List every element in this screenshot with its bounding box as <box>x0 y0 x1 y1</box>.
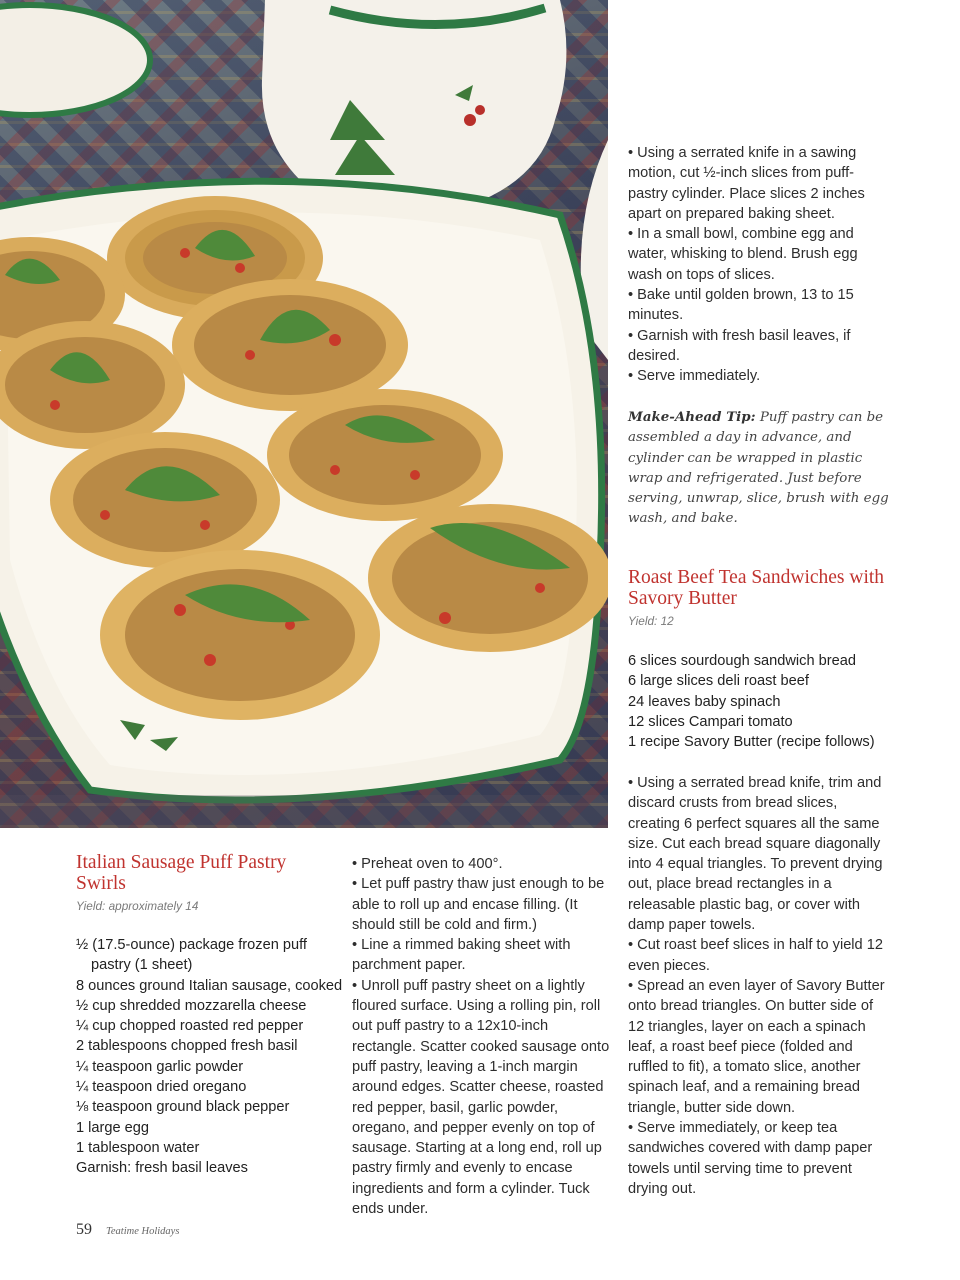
recipe-yield: Yield: 12 <box>628 614 674 628</box>
roast-beef-ingredients <box>628 651 918 752</box>
ingredient-item: ⅛ teaspoon ground black pepper <box>76 1099 290 1116</box>
ingredient-item: 6 slices sourdough sandwich bread <box>628 653 856 669</box>
recipe-yield: Yield: approximately 14 <box>76 899 199 913</box>
ingredient-item: 12 slices Campari tomato <box>628 713 793 730</box>
step-item: • Unroll puff pastry sheet on a lightly floured surface. Using a rolling pin, roll out puff pastry to a 12x10-inch rectangle. Scatter cooked sausage onto puff pastry, leaving a 1-inch margin around edges. Scatter cheese, roasted red pepper, basil, garlic powder, oregano, and pepper evenly on top of sausage. Starting at a long end, roll up pastry firmly and evenly to encase ingredients and form a cylinder. Tuck ends under. <box>352 977 610 1218</box>
ingredient-item: ½ (17.5-ounce) package frozen puff pastry (1 sheet) <box>76 937 307 974</box>
food-photo-illustration <box>0 0 608 828</box>
sausage-header <box>76 853 336 913</box>
ingredient-item: 2 tablespoons chopped fresh basil <box>76 1038 298 1055</box>
ingredient-item: 24 leaves baby spinach <box>628 693 781 710</box>
step-item: • Garnish with fresh basil leaves, if desired. <box>628 327 851 364</box>
food-photo <box>0 0 608 828</box>
ingredient-item: ¼ teaspoon garlic powder <box>76 1058 244 1075</box>
make-ahead-tip <box>628 407 896 530</box>
ingredient-item: 6 large slices deli roast beef <box>628 673 809 690</box>
roast-beef-header <box>628 568 908 628</box>
step-item: • Cut roast beef slices in half to yield 12 even pieces. <box>628 937 883 974</box>
step-item: • Serve immediately, or keep tea sandwiches covered with damp paper towels until serving time to prevent drying out. <box>628 1120 873 1197</box>
step-item: • Preheat oven to 400°. <box>352 856 503 872</box>
step-item: • Spread an even layer of Savory Butter onto bread triangles. On butter side of 12 triangles, layer on each a spinach leaf, a roast beef piece (folded and ruffled to fit), a tomato slice, another spinach leaf, and a remaining bread triangle, butter side down. <box>628 977 885 1116</box>
recipe-title: Italian Sausage Puff Pastry Swirls <box>76 852 287 894</box>
ingredient-item: ½ cup shredded mozzarella cheese <box>76 997 307 1014</box>
ingredient-item: 1 recipe Savory Butter (recipe follows) <box>628 734 875 751</box>
page-number: 59 <box>76 1221 92 1238</box>
roast-beef-steps <box>628 773 890 1199</box>
step-item: • Using a serrated bread knife, trim and discard crusts from bread slices, creating 6 perfect squares all the same size. Cut each bread square diagonally into 4 equal triangles. To prevent drying out, place bread rectangles in a releasable plastic bag, or cover with damp paper towels. <box>628 775 883 934</box>
step-item: • Bake until golden brown, 13 to 15 minutes. <box>628 287 854 324</box>
publication-name: Teatime Holidays <box>106 1226 180 1237</box>
tip-text: Puff pastry can be assembled a day in advance, and cylinder can be wrapped in plastic wrap and refrigerated. Just before serving, unwrap, slice, brush with egg wash, and bake. <box>628 410 889 527</box>
sausage-steps <box>352 854 612 1219</box>
page-footer <box>76 1221 179 1239</box>
step-item: • Using a serrated knife in a sawing motion, cut ½-inch slices from puff-pastry cylinder. Place slices 2 inches apart on prepared baking sheet. <box>628 145 865 222</box>
ingredient-item: Garnish: fresh basil leaves <box>76 1160 248 1177</box>
ingredient-item: 8 ounces ground Italian sausage, cooked <box>76 977 343 994</box>
sausage-ingredients <box>76 935 346 1179</box>
step-item: • Serve immediately. <box>628 368 761 385</box>
ingredient-item: ¼ teaspoon dried oregano <box>76 1079 247 1096</box>
tip-label: Make-Ahead Tip: <box>628 409 756 425</box>
ingredient-item: 1 large egg <box>76 1119 150 1136</box>
step-item: • Let puff pastry thaw just enough to be able to roll up and encase filling. (It should still be cold and firm.) <box>352 876 605 933</box>
ingredient-item: ¼ cup chopped roasted red pepper <box>76 1018 304 1035</box>
sausage-steps-continued <box>628 143 890 387</box>
step-item: • In a small bowl, combine egg and water, whisking to blend. Brush egg wash on tops of slices. <box>628 226 858 283</box>
recipe-title: Roast Beef Tea Sandwiches with Savory Butter <box>628 567 885 609</box>
step-item: • Line a rimmed baking sheet with parchment paper. <box>352 937 571 974</box>
ingredient-item: 1 tablespoon water <box>76 1139 200 1156</box>
